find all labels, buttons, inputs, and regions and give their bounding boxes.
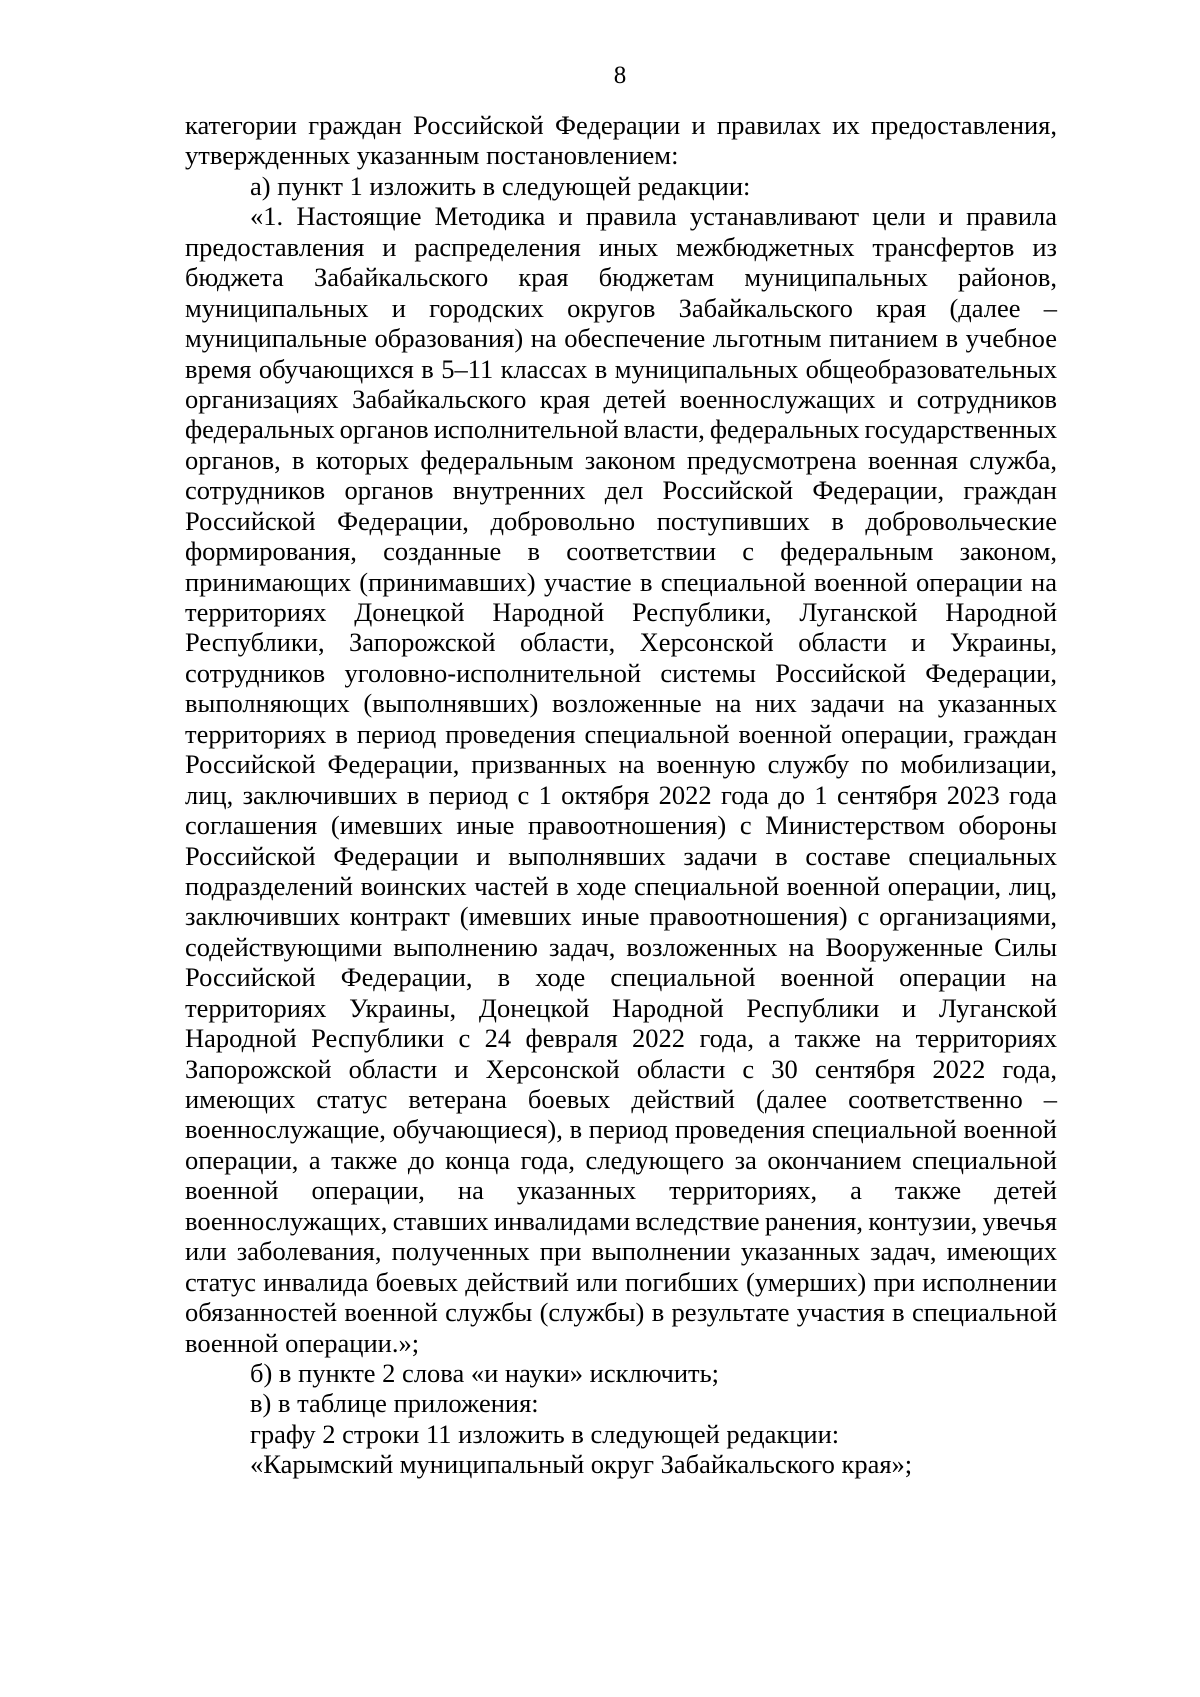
text-line-row bbox=[185, 567, 1057, 597]
text-line: муниципальных и городских округов Забайкальского края (далее – bbox=[185, 292, 1057, 323]
text-line-row bbox=[185, 110, 1057, 140]
text-line: бюджета Забайкальского края бюджетам муниципальных районов, bbox=[185, 262, 1057, 293]
text-line-row bbox=[185, 475, 1057, 505]
text-line: соглашения (имевших иные правоотношения) с Министерством обороны bbox=[185, 810, 1057, 841]
text-line: выполняющих (выполнявших) возложенные на них задачи на указанных bbox=[185, 688, 1057, 719]
text-line: Народной Республики с 24 февраля 2022 года, а также на территориях bbox=[185, 1023, 1057, 1054]
text-line-row bbox=[185, 1267, 1057, 1297]
text-line-row bbox=[185, 536, 1057, 566]
text-line-row bbox=[185, 323, 1057, 353]
text-line: Российской Федерации, в ходе специальной военной операции на bbox=[185, 962, 1057, 993]
text-line-row bbox=[185, 1328, 1057, 1358]
text-line-row bbox=[185, 1175, 1057, 1205]
document-body bbox=[185, 110, 1057, 1480]
text-line-row bbox=[185, 1084, 1057, 1114]
text-line-row bbox=[185, 1297, 1057, 1327]
text-line-row bbox=[185, 962, 1057, 992]
text-line: военнослужащие, обучающиеся), в период проведения специальной военной bbox=[185, 1114, 1057, 1145]
text-line-row bbox=[185, 597, 1057, 627]
text-line-row bbox=[185, 627, 1057, 657]
text-line: принимающих (принимавших) участие в специальной военной операции на bbox=[185, 566, 1057, 597]
text-line: утвержденных указанным постановлением: bbox=[185, 140, 679, 171]
text-line: формирования, созданные в соответствии с федеральным законом, bbox=[185, 536, 1057, 567]
text-line-row bbox=[185, 901, 1057, 931]
text-line: «Карымский муниципальный округ Забайкальского края»; bbox=[250, 1449, 913, 1480]
text-line-row bbox=[185, 658, 1057, 688]
text-line-row bbox=[185, 841, 1057, 871]
text-line-row bbox=[185, 993, 1057, 1023]
text-line-row bbox=[185, 201, 1057, 231]
text-line: организациях Забайкальского края детей военнослужащих и сотрудников bbox=[185, 383, 1057, 414]
text-line-row bbox=[185, 384, 1057, 414]
text-line: б) в пункте 2 слова «и науки» исключить; bbox=[250, 1357, 720, 1388]
text-line: графу 2 строки 11 изложить в следующей редакции: bbox=[250, 1418, 840, 1449]
text-line-row bbox=[185, 1388, 1057, 1418]
text-line: «1. Настоящие Методика и правила устанавливают цели и правила bbox=[250, 201, 1057, 232]
text-line-row bbox=[185, 1236, 1057, 1266]
text-line-row bbox=[185, 445, 1057, 475]
text-line-row bbox=[185, 719, 1057, 749]
text-line: Республики, Запорожской области, Херсонской области и Украины, bbox=[185, 627, 1057, 658]
text-line-row bbox=[185, 1449, 1057, 1479]
text-line-row bbox=[185, 749, 1057, 779]
text-line: федеральных органов исполнительной власти, федеральных государственных bbox=[185, 414, 1057, 445]
text-line: статус инвалида боевых действий или погибших (умерших) при исполнении bbox=[185, 1266, 1057, 1297]
text-line-row bbox=[185, 140, 1057, 170]
text-line-row bbox=[185, 780, 1057, 810]
text-line-row bbox=[185, 810, 1057, 840]
text-line-row bbox=[185, 1054, 1057, 1084]
text-line: категории граждан Российской Федерации и правилах их предоставления, bbox=[185, 110, 1057, 140]
text-line: обязанностей военной службы (службы) в результате участия в специальной bbox=[185, 1297, 1057, 1328]
text-line: предоставления и распределения иных межбюджетных трансфертов из bbox=[185, 231, 1057, 262]
text-line: лиц, заключивших в период с 1 октября 2022 года до 1 сентября 2023 года bbox=[185, 779, 1057, 810]
text-line: или заболевания, полученных при выполнении указанных задач, имеющих bbox=[185, 1236, 1057, 1267]
text-line: сотрудников уголовно-исполнительной системы Российской Федерации, bbox=[185, 657, 1057, 688]
text-line: содействующими выполнению задач, возложенных на Вооруженные Силы bbox=[185, 931, 1057, 962]
text-line: сотрудников органов внутренних дел Российской Федерации, граждан bbox=[185, 475, 1057, 506]
text-line: имеющих статус ветерана боевых действий (далее соответственно – bbox=[185, 1084, 1057, 1114]
text-line: военной операции.»; bbox=[185, 1327, 420, 1358]
text-line: заключивших контракт (имевших иные правоотношения) с организациями, bbox=[185, 901, 1057, 932]
text-line: подразделений воинских частей в ходе специальной военной операции, лиц, bbox=[185, 870, 1057, 901]
text-line-row bbox=[185, 871, 1057, 901]
text-line-row bbox=[185, 506, 1057, 536]
text-line-row bbox=[185, 1419, 1057, 1449]
text-line: военной операции, на указанных территориях, а также детей bbox=[185, 1175, 1057, 1206]
page-number: 8 bbox=[613, 62, 627, 89]
text-line-row bbox=[185, 293, 1057, 323]
text-line: органов, в которых федеральным законом предусмотрена военная служба, bbox=[185, 444, 1057, 475]
text-line: а) пункт 1 изложить в следующей редакции: bbox=[250, 170, 751, 201]
text-line-row bbox=[185, 1206, 1057, 1236]
text-line-row bbox=[185, 414, 1057, 444]
text-line-row bbox=[185, 1114, 1057, 1144]
text-line: Российской Федерации, добровольно поступивших в добровольческие bbox=[185, 505, 1057, 536]
text-line-row bbox=[185, 171, 1057, 201]
text-line: время обучающихся в 5–11 классах в муниципальных общеобразовательных bbox=[185, 353, 1057, 384]
text-line: в) в таблице приложения: bbox=[250, 1388, 539, 1419]
text-line: военнослужащих, ставших инвалидами вследствие ранения, контузии, увечья bbox=[185, 1205, 1057, 1236]
text-line-row bbox=[185, 1358, 1057, 1388]
text-line: Российской Федерации, призванных на военную службу по мобилизации, bbox=[185, 749, 1057, 780]
text-line: Запорожской области и Херсонской области с 30 сентября 2022 года, bbox=[185, 1053, 1057, 1084]
text-line: Российской Федерации и выполнявших задачи в составе специальных bbox=[185, 840, 1057, 871]
text-line: территориях в период проведения специальной военной операции, граждан bbox=[185, 718, 1057, 749]
text-line-row bbox=[185, 354, 1057, 384]
text-line: операции, а также до конца года, следующего за окончанием специальной bbox=[185, 1144, 1057, 1175]
text-line-row bbox=[185, 688, 1057, 718]
text-line-row bbox=[185, 1145, 1057, 1175]
text-line-row bbox=[185, 932, 1057, 962]
text-line: территориях Донецкой Народной Республики, Луганской Народной bbox=[185, 597, 1057, 627]
text-line: муниципальные образования) на обеспечение льготным питанием в учебное bbox=[185, 323, 1057, 354]
text-line-row bbox=[185, 262, 1057, 292]
text-line: территориях Украины, Донецкой Народной Республики и Луганской bbox=[185, 992, 1057, 1023]
text-line-row bbox=[185, 232, 1057, 262]
text-line-row bbox=[185, 1023, 1057, 1053]
